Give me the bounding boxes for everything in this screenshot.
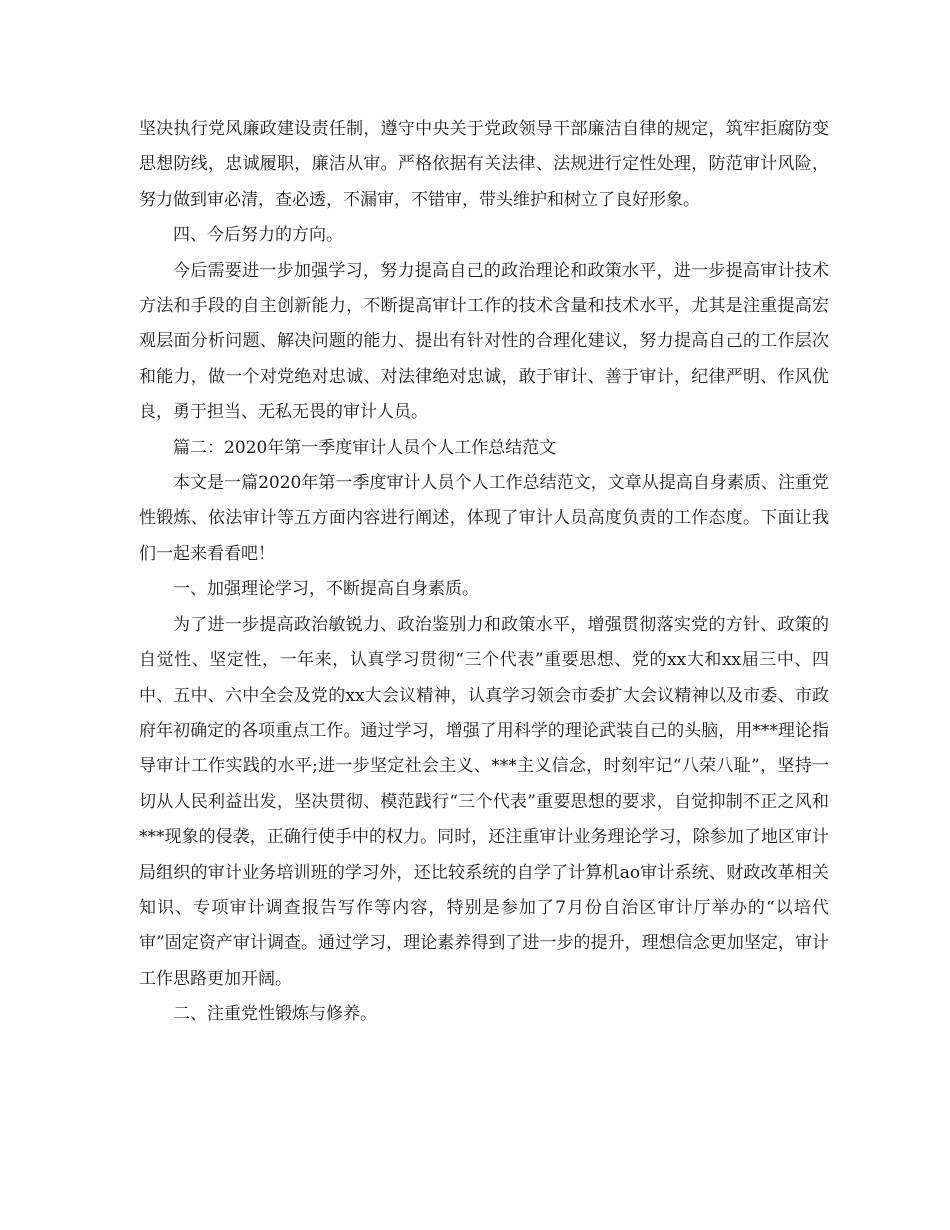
paragraph-future-direction: 今后需要进一步加强学习，努力提高自己的政治理论和政策水平，进一步提高审计技术方法和手段的自主创新能力，不断提高审计工作的技术含量和技术水平，尤其是注重提高宏观层面分析问题、解决问题的能力、提出有针对性的合理化建议，努力提高自己的工作层次和能力，做一个对党绝对忠诚、对法律绝对忠诚，敢于审计、善于审计，纪律严明、作风优良，勇于担当、无私无畏的审计人员。 xyxy=(139,260,829,423)
article-title-part-two: 篇二：2020年第一季度审计人员个人工作总结范文 xyxy=(173,437,557,458)
section-heading-future-direction: 四、今后努力的方向。 xyxy=(173,225,343,246)
paragraph-continuation: 坚决执行党风廉政建设责任制，遵守中央关于党政领导干部廉洁自律的规定，筑牢拒腐防变思想防线，忠诚履职，廉洁从审。严格依据有关法律、法规进行定性处理，防范审计风险，努力做到审必清，查必透，不漏审，不错审，带头维护和树立了良好形象。 xyxy=(139,119,829,210)
paragraph-theory-study: 为了进一步提高政治敏锐力、政治鉴别力和政策水平，增强贯彻落实党的方针、政策的自觉性、坚定性，一年来，认真学习贯彻“三个代表”重要思想、党的xx大和xx届三中、四中、五中、六中全会及党的xx大会议精神，认真学习领会市委扩大会议精神以及市委、市政府年初确定的各项重点工作。通过学习，增强了用科学的理论武装自己的头脑，用***理论指导审计工作实践的水平;进一步坚定社会主义、***主义信念，时刻牢记“八荣八耻”，坚持一切从人民利益出发，坚决贯彻、模范践行“三个代表”重要思想的要求，自觉抑制不正之风和***现象的侵袭，正确行使手中的权力。同时，还注重审计业务理论学习，除参加了地区审计局组织的审计业务培训班的学习外，还比较系统的自学了计算机ao审计系统、财政改革相关知识、专项审计调查报告写作等内容，特别是参加了7月份自治区审计厅举办的“以培代审”固定资产审计调查。通过学习，理论素养得到了进一步的提升，理想信念更加坚定，审计工作思路更加开阔。 xyxy=(139,614,829,989)
document-body xyxy=(139,112,829,1033)
paragraph-introduction: 本文是一篇2020年第一季度审计人员个人工作总结范文，文章从提高自身素质、注重党性锻炼、依法审计等五方面内容进行阐述，体现了审计人员高度负责的工作态度。下面让我们一起来看看吧！ xyxy=(139,473,829,564)
section-heading-party-spirit: 二、注重党性锻炼与修养。 xyxy=(173,1004,377,1025)
section-heading-theory-study: 一、加强理论学习，不断提高自身素质。 xyxy=(173,579,479,600)
